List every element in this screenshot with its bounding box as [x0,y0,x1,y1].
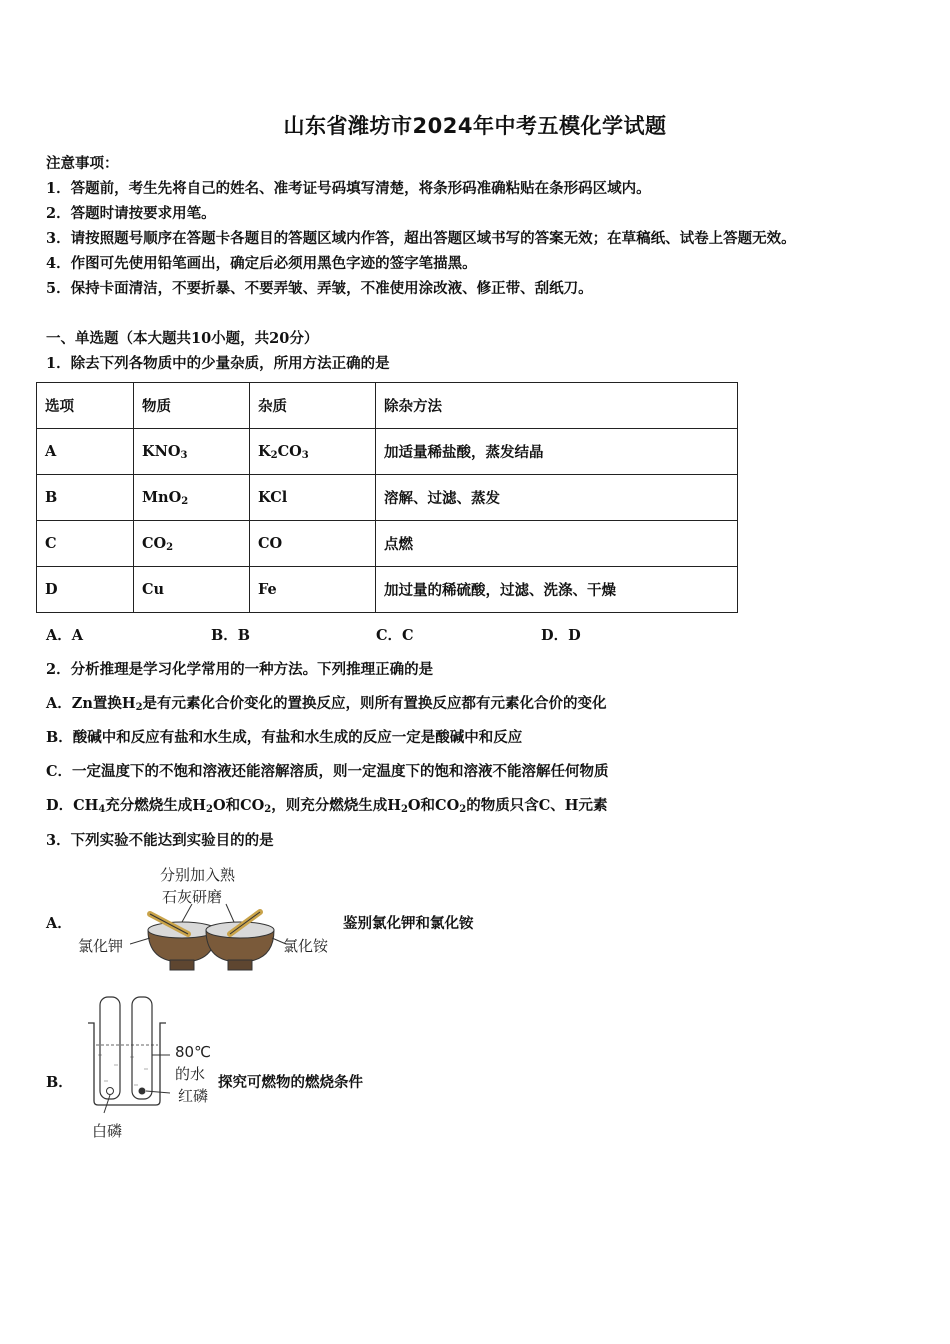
method-cell: 加适量稀盐酸，蒸发结晶 [376,429,738,475]
choice[interactable]: B．B [211,627,251,644]
table-header-row [37,383,738,429]
choice[interactable]: A．A [46,627,84,644]
impurity-cell: Fe [250,567,376,613]
page-title: 山东省潍坊市2024年中考五模化学试题 [283,114,667,138]
substance-cell: $CO_2$ [134,521,250,567]
question-3-option-a-label[interactable]: A． [46,915,72,932]
impurity-cell: $K_2CO_3$ [250,429,376,475]
option-cell: B [37,475,134,521]
substance-cell: MnO$_2$ [134,475,250,521]
question-2-option-a[interactable]: A．Zn置换$H_2$是有元素化合价变化的置换反应，则所有置换反应都有元素化合价的变化 [46,695,607,713]
table-row [37,475,738,521]
mortar-figure [130,900,290,980]
substance-cell: Cu [134,567,250,613]
option-cell: D [37,567,134,613]
method-cell: 加过量的稀硫酸，过滤、洗涤、干燥 [376,567,738,613]
choice[interactable]: D．D [541,627,581,644]
mortar-right-icon [206,912,274,970]
header-cell: 除杂方法 [376,383,738,429]
figure-a-label: 石灰研磨 [162,888,223,906]
section-heading: 一、单选题（本大题共10小题，共20分） [46,330,319,347]
table-row [37,567,738,613]
notice-item: 5．保持卡面清洁，不要折暴、不要弄皱、弄皱，不准使用涂改液、修正带、刮纸刀。 [46,280,593,297]
impurity-cell: CO [250,521,376,567]
table-row [37,429,738,475]
choice[interactable]: C．C [376,627,414,644]
figure-b-label: 红磷 [178,1087,209,1105]
figure-b-label: 的水 [175,1065,206,1083]
figure-a-label: 分别加入熟 [160,866,236,884]
notice-item: 3．请按照题号顺序在答题卡各题目的答题区域内作答，超出答题区域书写的答案无效；在草稿纸、试卷上答题无效。 [46,230,796,247]
question-2-option-d[interactable]: D．$CH_4$充分燃烧生成$H_2O$和$CO_2$，则充分燃烧生成$H_2O$和$CO_2$的物质只含C、H元素 [46,797,608,815]
figure-b-label: 白磷 [92,1122,123,1140]
substance-cell: $KNO_3$ [134,429,250,475]
header-cell: 选项 [37,383,134,429]
header-cell: 物质 [134,383,250,429]
question-2-option-b[interactable]: B．酸碱中和反应有盐和水生成，有盐和水生成的反应一定是酸碱中和反应 [46,729,523,746]
question-3-option-b-label[interactable]: B． [46,1074,73,1091]
option-cell: C [37,521,134,567]
method-cell: 溶解、过滤、蒸发 [376,475,738,521]
question-3-option-a-text[interactable]: 鉴别氯化钾和氯化铵 [343,915,474,932]
question-3-option-b-text[interactable]: 探究可燃物的燃烧条件 [218,1074,363,1091]
notice-heading: 注意事项： [46,155,119,172]
notice-item: 4．作图可先使用铅笔画出，确定后必须用黑色字迹的签字笔描黑。 [46,255,477,272]
option-cell: A [37,429,134,475]
figure-b-label: 80℃ [175,1043,211,1061]
question-2-option-c[interactable]: C．一定温度下的不饱和溶液还能溶解溶质，则一定温度下的饱和溶液不能溶解任何物质 [46,763,609,780]
figure-a-label: 氯化钾 [78,937,124,955]
question-3-stem: 3．下列实验不能达到实验目的的是 [46,832,274,849]
figure-a-label: 氯化铵 [283,937,329,955]
notice-item: 2．答题时请按要求用笔。 [46,205,216,222]
question-1-stem: 1．除去下列各物质中的少量杂质，所用方法正确的是 [46,355,390,372]
question-1-table [36,382,738,613]
mortar-left-icon [148,914,216,970]
notice-item: 1．答题前，考生先将自己的姓名、准考证号码填写清楚，将条形码准确粘贴在条形码区域内。 [46,180,651,197]
impurity-cell: KCl [250,475,376,521]
beaker-figure [84,995,174,1115]
header-cell: 杂质 [250,383,376,429]
table-row [37,521,738,567]
question-2-stem: 2．分析推理是学习化学常用的一种方法。下列推理正确的是 [46,661,434,678]
method-cell: 点燃 [376,521,738,567]
